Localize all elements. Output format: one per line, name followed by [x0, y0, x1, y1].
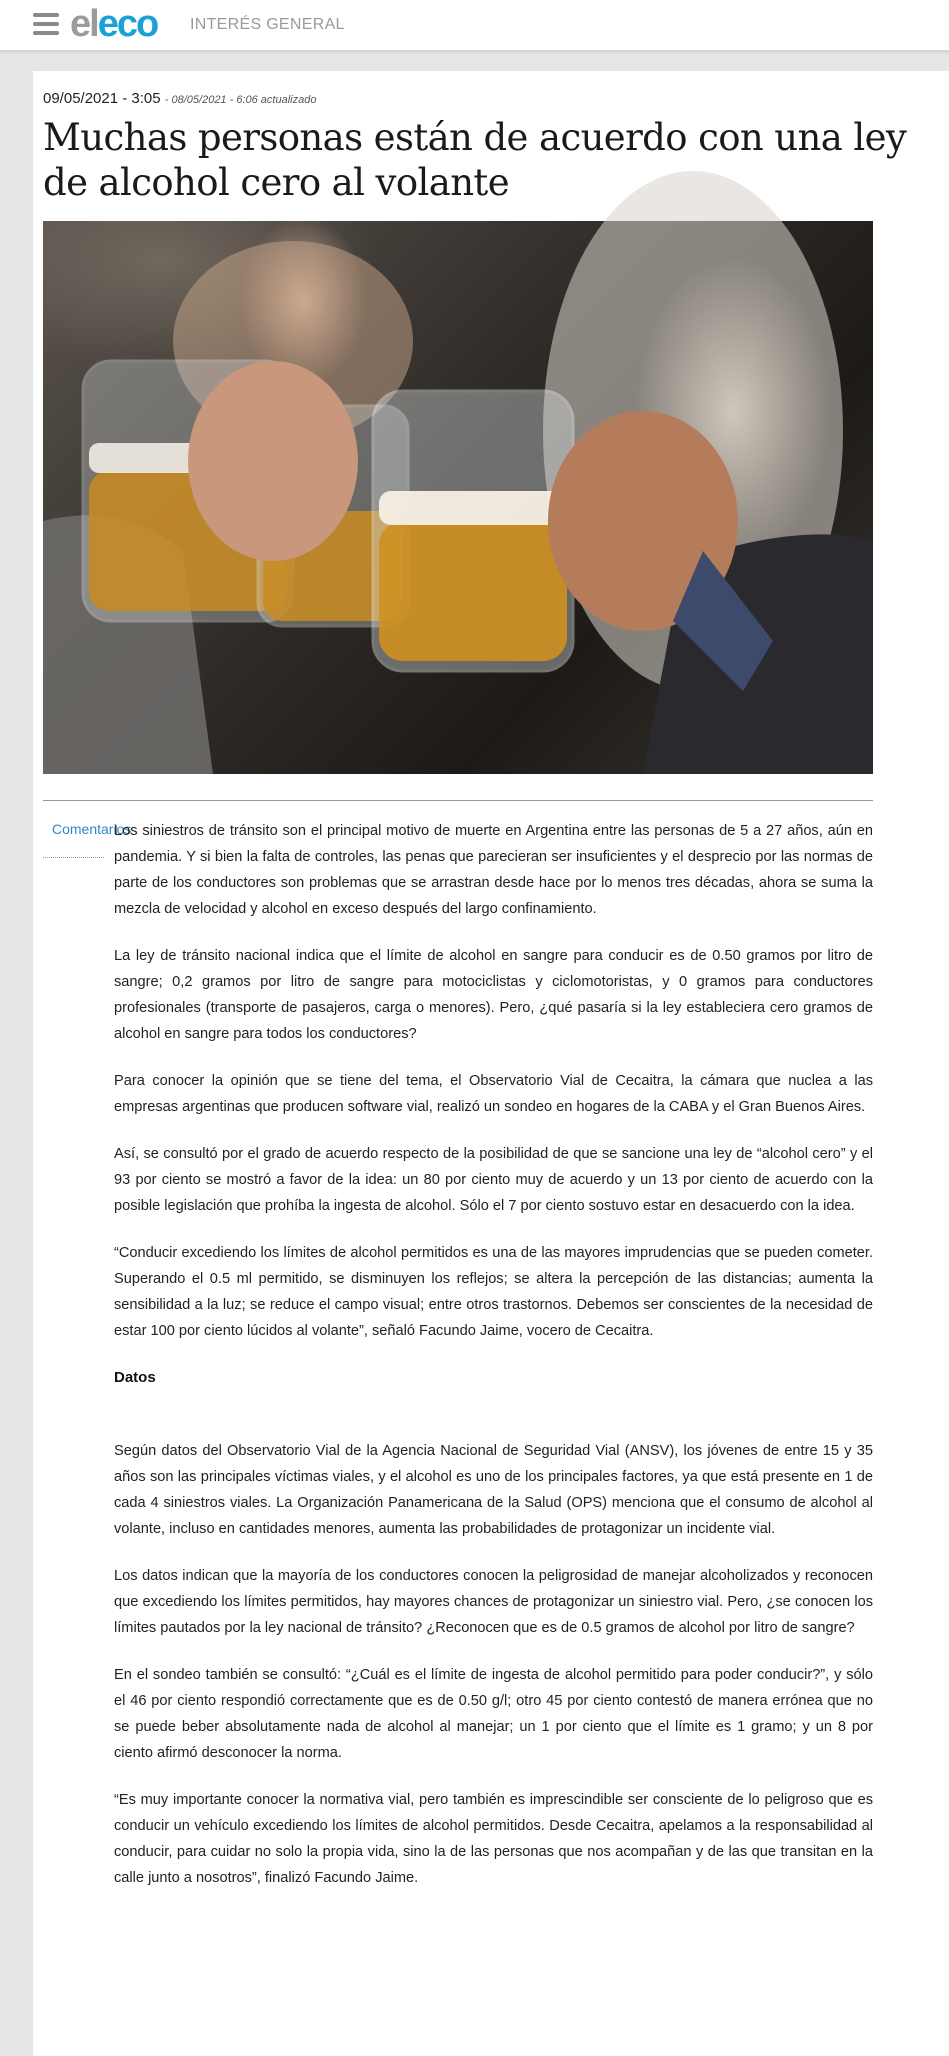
comments-divider — [43, 857, 104, 858]
article-card — [33, 71, 949, 2056]
article-photo — [43, 221, 873, 774]
section-label[interactable]: INTERÉS GENERAL — [190, 16, 345, 33]
paragraph: Según datos del Observatorio Vial de la Agencia Nacional de Seguridad Vial (ANSV), los jóvenes de entre 15 y 35 años son las principales víctimas viales, y el alcohol es uno de los principales factores, ya que está presente en 1 de cada 4 siniestros viales. La Organización Panamericana de la Salud (OPS) menciona que el consumo de alcohol al volante, incluso en cantidades menores, aumenta las probabilidades de protagonizar un incidente vial. — [114, 1443, 873, 1537]
paragraph: Los siniestros de tránsito son el principal motivo de muerte en Argentina entre las personas de 5 a 27 años, aún en pandemia. Y si bien la falta de controles, las penas que parecieran ser insuficientes y el desprecio por las normas de parte de los conductores son problemas que se arrastran desde hace por lo menos tres décadas, ahora se suma la mezcla de velocidad y alcohol en exceso después del largo confinamiento. — [114, 823, 873, 917]
subheading: Datos — [114, 1369, 156, 1386]
paragraph: La ley de tránsito nacional indica que el límite de alcohol en sangre para conducir es de 0.50 gramos por litro de sangre; 0,2 gramos por litro de sangre para motociclistas y ciclomotoristas, y 0 gramos para conductores profesionales (transporte de pasajeros, carga o menores). Pero, ¿qué pasaría si la ley estableciera cero gramos de alcohol en sangre para todos los conductores? — [114, 948, 873, 1042]
logo-eco-text: eco — [97, 3, 158, 45]
paragraph: En el sondeo también se consultó: “¿Cuál es el límite de ingesta de alcohol permitido para poder conducir?”, y sólo el 46 por ciento respondió correctamente que es de 0.50 g/l; otro 45 por ciento contestó de manera errónea que no se puede beber absolutamente nada de alcohol al manejar; un 1 por ciento que el límite es 1 gramo; y un 8 por ciento afirmó desconocer la norma. — [114, 1667, 873, 1761]
paragraph: Para conocer la opinión que se tiene del tema, el Observatorio Vial de Cecaitra, la cámara que nuclea a las empresas argentinas que producen software vial, realizó un sondeo en hogares de la CABA y el Gran Buenos Aires. — [114, 1073, 873, 1115]
logo-el-text: el — [70, 3, 98, 45]
publish-date: 09/05/2021 - 3:05 — [43, 90, 161, 107]
hamburger-menu-icon[interactable] — [33, 13, 59, 37]
paragraph: Así, se consultó por el grado de acuerdo respecto de la posibilidad de que se sancione una ley de “alcohol cero” y el 93 por ciento se mostró a favor de la idea: un 80 por ciento muy de acuerdo y un 13 por ciento de acuerdo con la posible legislación que prohíba la ingesta de alcohol. Sólo el 7 por ciento sostuvo estar en desacuerdo con la idea. — [114, 1146, 873, 1214]
paragraph: Los datos indican que la mayoría de los conductores conocen la peligrosidad de manejar alcoholizados y reconocen que excediendo los límites permitidos, hay mayores chances de protagonizar un siniestro vial. Pero, ¿se conocen los límites pautados por la ley nacional de tránsito? ¿Reconocen que es de 0.5 gramos de alcohol por litro de sangre? — [114, 1568, 873, 1636]
site-header — [0, 0, 949, 51]
site-logo[interactable] — [70, 2, 157, 46]
paragraph: “Es muy importante conocer la normativa vial, pero también es imprescindible ser consciente de lo peligroso que es conducir un vehículo excediendo los límites de alcohol permitidos. Desde Cecaitra, apelamos a la responsabilidad al conducir, para cuidar no solo la propia vida, sino la de las personas que nos acompañan y de las que transitan en la calle junto a nosotros”, finalizó Facundo Jaime. — [114, 1792, 873, 1886]
article-body — [114, 818, 873, 1912]
divider — [43, 800, 873, 801]
updated-date: - 08/05/2021 - 6:06 actualizado — [164, 94, 317, 106]
beer-toast-illustration — [43, 221, 873, 774]
article-dateline — [43, 90, 316, 107]
article-title: Muchas personas están de acuerdo con una ley de alcohol cero al volante — [43, 116, 907, 204]
comments-link[interactable]: Comentarios — [52, 821, 132, 837]
paragraph: “Conducir excediendo los límites de alcohol permitidos es una de las mayores imprudencias que se pueden cometer. Superando el 0.5 ml permitido, se disminuyen los reflejos; se altera la percepción de las distancias; aumenta la sensibilidad a la luz; se reduce el campo visual; entre otros trastornos. Debemos ser conscientes de la necesidad de estar 100 por ciento lúcidos al volante”, señaló Facundo Jaime, vocero de Cecaitra. — [114, 1245, 873, 1339]
